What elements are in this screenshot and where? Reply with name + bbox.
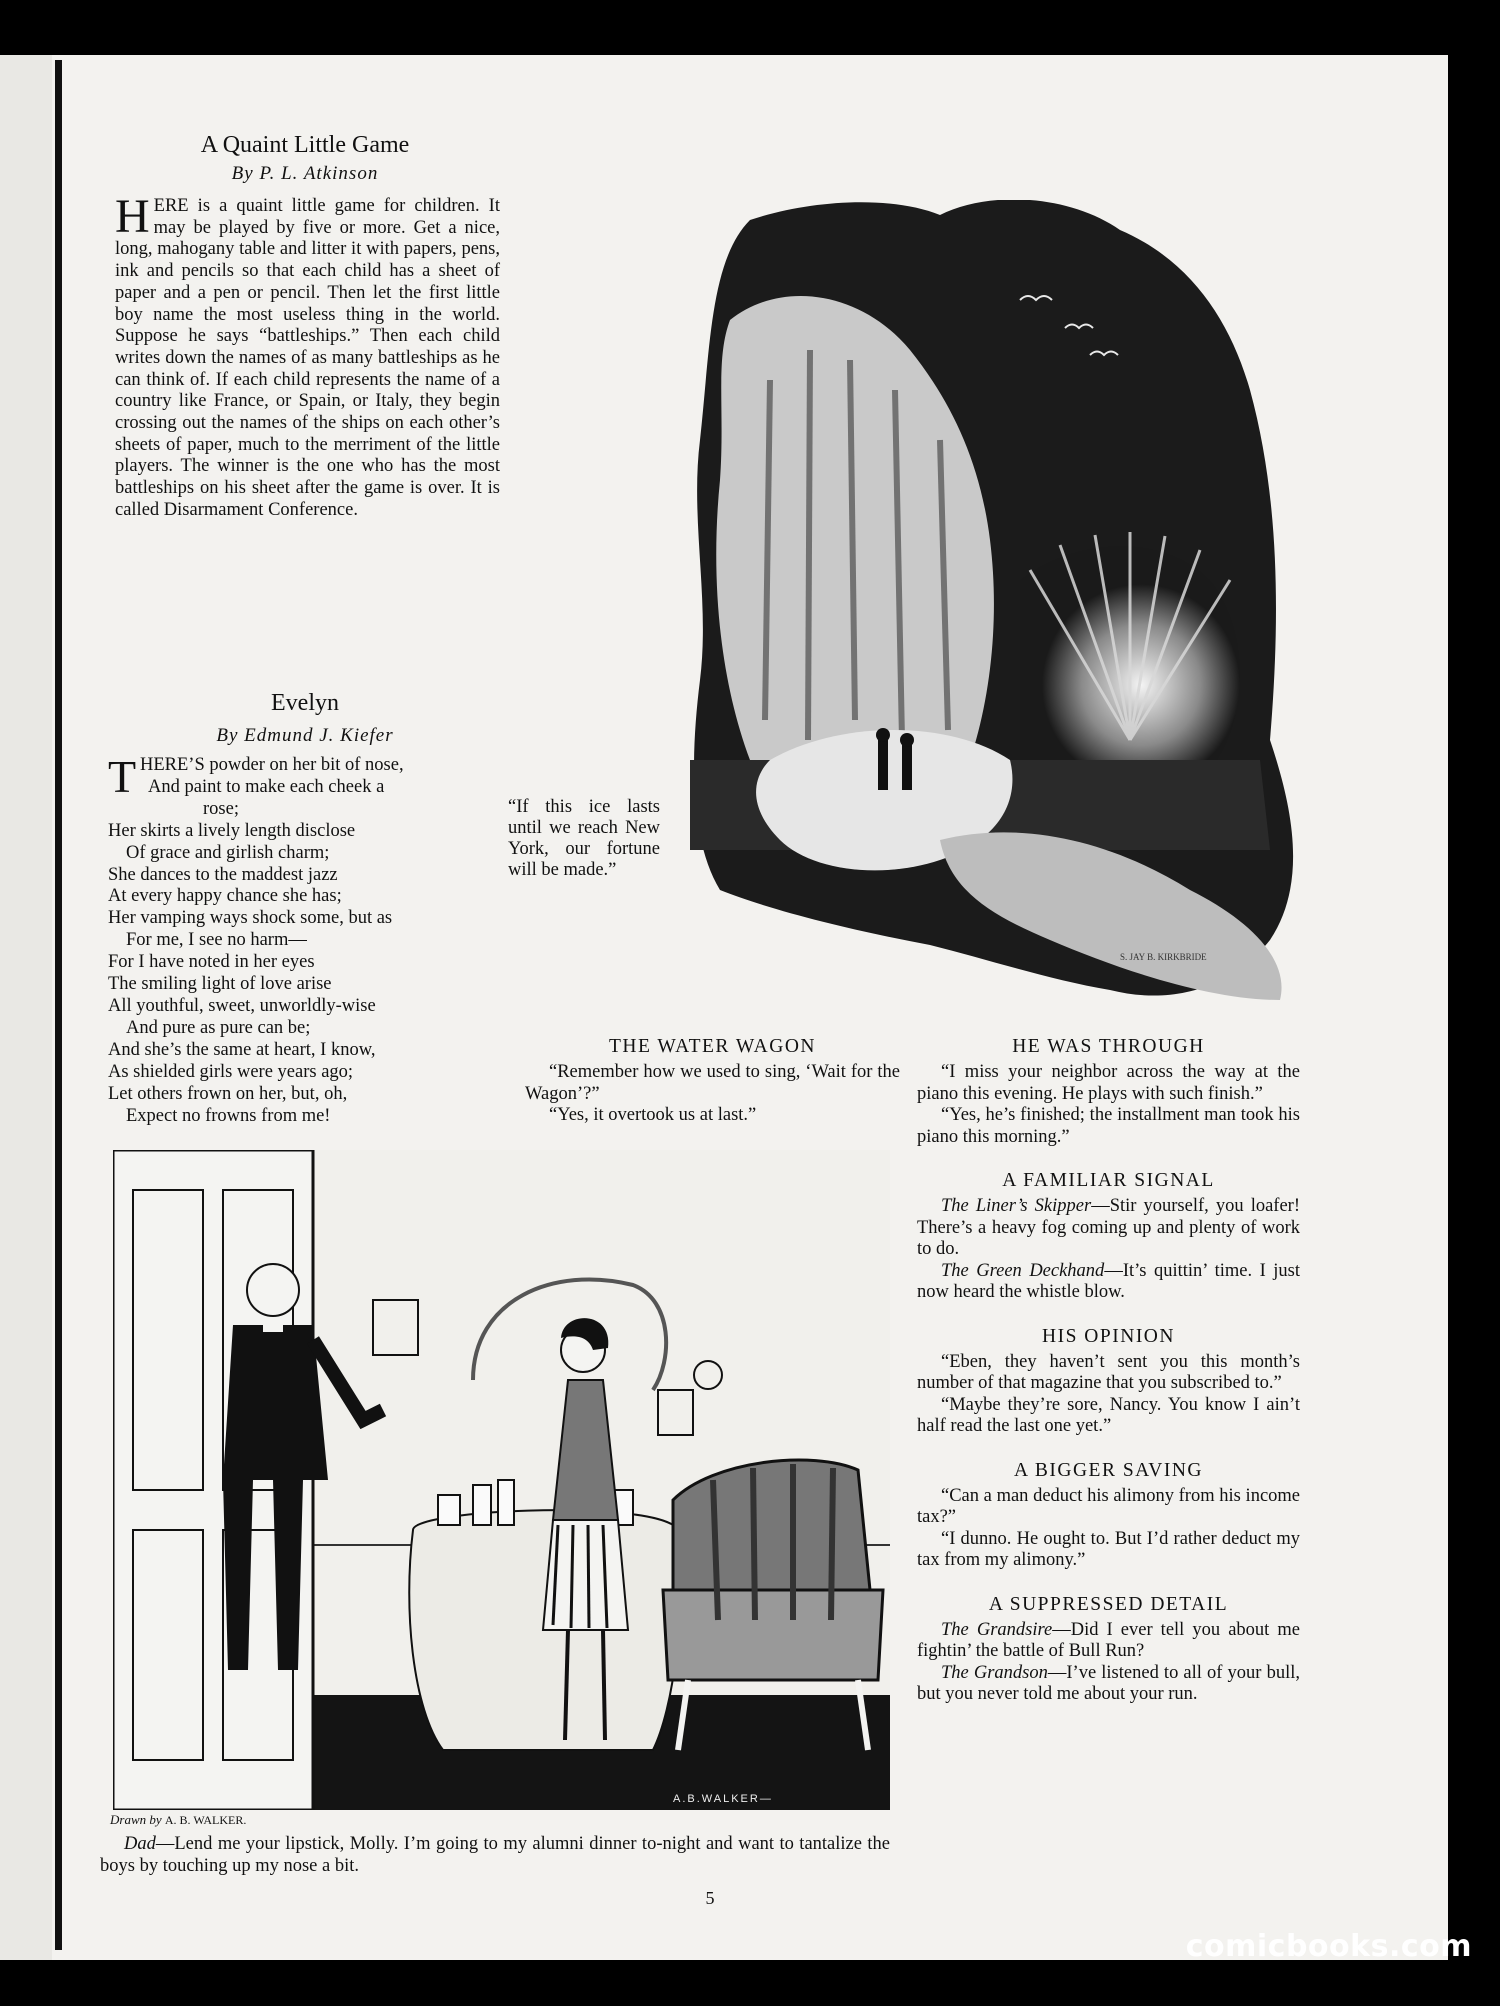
poem-line: And paint to make each cheek a bbox=[148, 776, 385, 797]
speaker: The Green Deckhand bbox=[941, 1260, 1105, 1281]
dialogue: —It’s quittin’ time. I just now heard the whistle blow. bbox=[917, 1260, 1300, 1302]
dialogue: —I’ve listened to all of your bull, but you never told me about your run. bbox=[917, 1662, 1300, 1704]
drop-cap: H bbox=[115, 190, 150, 243]
poem-line: As shielded girls were years ago; bbox=[108, 1061, 354, 1082]
cartoon-illustration bbox=[113, 1150, 890, 1810]
opinion-heading: HIS OPINION bbox=[1042, 1325, 1175, 1347]
ice-caption: “If this ice lasts until we reach New York, our fortune will be made.” bbox=[508, 797, 660, 880]
paragraph: “Maybe they’re sore, Nancy. You know I ain’t half read the last one yet.” bbox=[917, 1394, 1300, 1436]
cartoon-credit bbox=[110, 1812, 246, 1828]
game-title: A Quaint Little Game bbox=[200, 132, 410, 158]
poem-byline: By Edmund J. Kiefer bbox=[216, 725, 394, 746]
artist-signature: S. JAY B. KIRKBRIDE bbox=[1120, 952, 1207, 962]
speaker: The Grandson bbox=[941, 1662, 1048, 1683]
poem-line: All youthful, sweet, unworldly-wise bbox=[108, 995, 376, 1016]
poem-line: At every happy chance she has; bbox=[108, 886, 342, 907]
paragraph: “Yes, it overtook us at last.” bbox=[549, 1105, 757, 1125]
poem-line: She dances to the maddest jazz bbox=[108, 864, 338, 885]
detail-heading: A SUPPRESSED DETAIL bbox=[988, 1593, 1229, 1615]
water-wagon-joke bbox=[525, 1036, 900, 1127]
opinion-text bbox=[917, 1352, 1300, 1438]
dialogue: —Did I ever tell you about me fightin’ the battle of Bull Run? bbox=[917, 1619, 1300, 1661]
poem-line: For me, I see no harm— bbox=[126, 930, 307, 951]
iceberg-illustration bbox=[690, 200, 1300, 1015]
paragraph: “Remember how we used to sing, ‘Wait for the Wagon’?” bbox=[525, 1062, 900, 1104]
poem-line: Her skirts a lively length disclose bbox=[108, 820, 356, 841]
water-wagon-text bbox=[525, 1062, 900, 1127]
paragraph: “I dunno. He ought to. But I’d rather deduct my tax from my alimony.” bbox=[917, 1528, 1300, 1570]
through-heading: HE WAS THROUGH bbox=[1012, 1036, 1205, 1057]
page-number: 5 bbox=[705, 1888, 715, 1908]
paragraph bbox=[917, 1663, 1300, 1706]
poem-line: rose; bbox=[203, 798, 239, 819]
game-article bbox=[115, 190, 500, 522]
poem-line: Her vamping ways shock some, but as bbox=[108, 908, 393, 929]
poem-title: Evelyn bbox=[271, 690, 339, 716]
credit-prefix: Drawn by bbox=[110, 1812, 162, 1827]
poem-line: For I have noted in her eyes bbox=[108, 952, 315, 973]
poem-line: Of grace and girlish charm; bbox=[126, 842, 330, 863]
signal-text bbox=[917, 1196, 1300, 1304]
right-column bbox=[917, 1036, 1300, 1706]
speaker: Dad bbox=[124, 1834, 156, 1854]
poem-line: The smiling light of love arise bbox=[108, 974, 332, 995]
poem-line: Expect no frowns from me! bbox=[126, 1105, 331, 1126]
paragraph: “I miss your neighbor across the way at the piano this evening. He plays with such finish.” bbox=[917, 1062, 1300, 1104]
game-byline: By P. L. Atkinson bbox=[231, 163, 379, 184]
dialogue: —Lend me your lipstick, Molly. I’m going to my alumni dinner to-night and want to tantalize the boys by touching up my nose a bit. bbox=[100, 1834, 890, 1876]
signal-heading: A FAMILIAR SIGNAL bbox=[1002, 1170, 1215, 1191]
paragraph bbox=[917, 1196, 1300, 1261]
poem-line: HERE’S powder on her bit of nose, bbox=[140, 755, 404, 775]
speaker: The Liner’s Skipper bbox=[941, 1196, 1092, 1216]
page-spine bbox=[55, 60, 62, 1950]
cartoon-signature: A.B.WALKER— bbox=[673, 1793, 773, 1805]
poem-drop-cap: T bbox=[108, 751, 137, 802]
poem-line: Let others frown on her, but, oh, bbox=[108, 1083, 348, 1104]
through-text bbox=[917, 1062, 1300, 1148]
paragraph bbox=[917, 1261, 1300, 1304]
dialogue: —Stir yourself, you loafer! There’s a heavy fog coming up and plenty of work to do. bbox=[917, 1196, 1300, 1259]
watermark: comicbooks.com bbox=[1185, 1929, 1472, 1964]
cartoon-caption bbox=[100, 1834, 890, 1877]
facing-page-edge bbox=[0, 55, 60, 1960]
credit-name: A. B. WALKER. bbox=[164, 1813, 247, 1827]
speaker: The Grandsire bbox=[941, 1619, 1053, 1640]
water-wagon-heading: THE WATER WAGON bbox=[608, 1036, 817, 1057]
paragraph: “Can a man deduct his alimony from his income tax?” bbox=[917, 1485, 1300, 1527]
game-body: ERE is a quaint little game for children. It may be played by five or more. Get a nice, long, mahogany table and litter it with papers, pens, ink and pencils so that each child has a sheet of paper and a pen or pencil. Then let the first little boy name the most useless thing in the world. Suppose he says “battleships.” Then each child writes down the names of as many battleships as he can think of. If each child represents the name of a country like France, or Spain, or Italy, they begin crossing out the names of the ships on each other’s sheets of paper, much to the merriment of the little players. The winner is the one who has the most battleships on his sheet after the game is over. It is called Disarmament Conference. bbox=[115, 196, 500, 520]
poem-line: And she’s the same at heart, I know, bbox=[108, 1039, 376, 1060]
paragraph: “Eben, they haven’t sent you this month’s number of that magazine that you subscribed to.” bbox=[917, 1351, 1300, 1393]
saving-heading: A BIGGER SAVING bbox=[1014, 1459, 1203, 1481]
detail-text bbox=[917, 1620, 1300, 1706]
poem-line: And pure as pure can be; bbox=[126, 1017, 311, 1038]
paragraph bbox=[917, 1620, 1300, 1663]
paragraph: “Yes, he’s finished; the installment man took his piano this morning.” bbox=[917, 1105, 1300, 1147]
saving-text bbox=[917, 1486, 1300, 1572]
